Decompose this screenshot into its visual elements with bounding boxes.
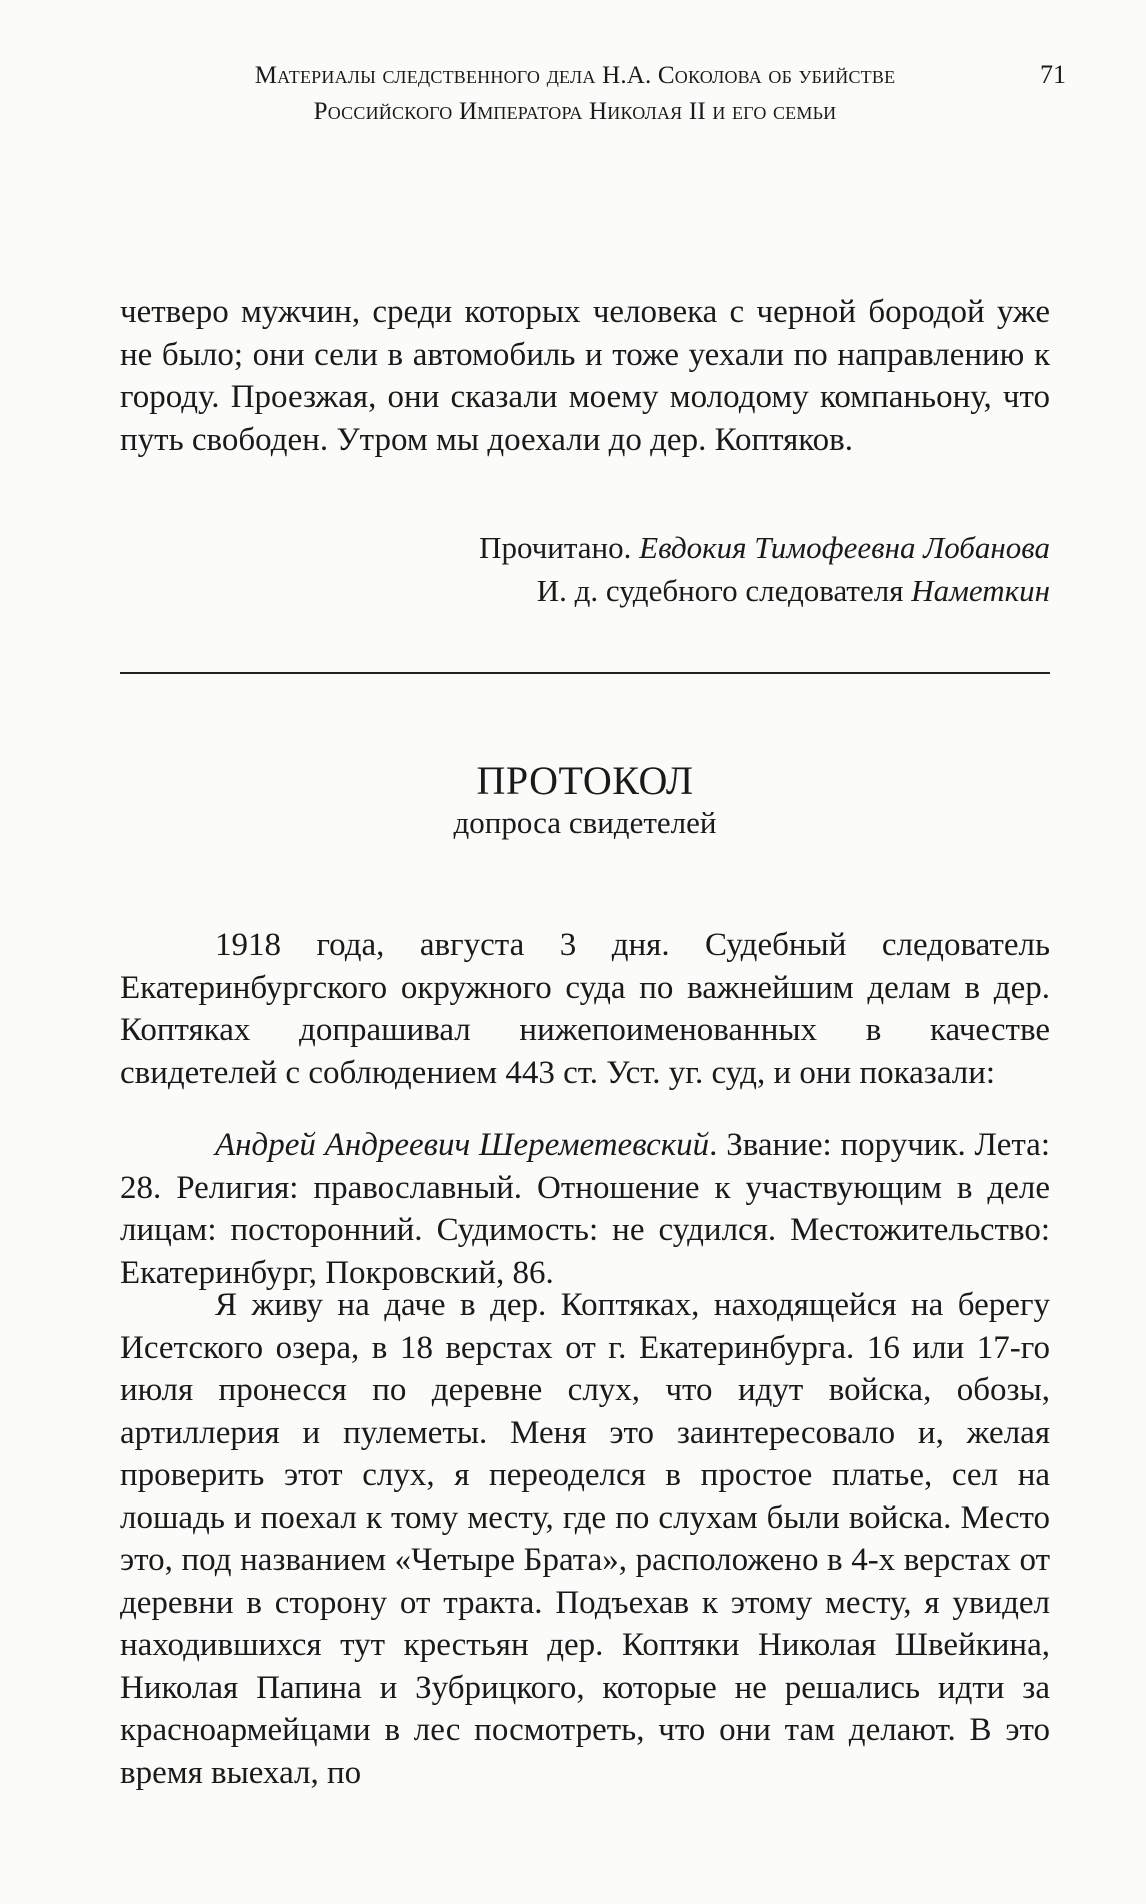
section-divider xyxy=(120,672,1050,674)
running-head-line-1: Материалы следственного дела Н.А. Соколова об убийстве xyxy=(254,62,896,89)
protocol-intro-paragraph: 1918 года, августа 3 дня. Судебный следователь Екатеринбургского окружного суда по важнейшим делам в дер. Коптяках допрашивал нижепоименованных в качестве свидетелей с соблюдением 443 ст. Уст. уг. суд, и они показали: xyxy=(120,927,1050,1091)
witness-testimony-paragraph: Я живу на даче в дер. Коптяках, находящейся на берегу Исетского озера, в 18 верстах от г. Екатеринбурга. 16 или 17-го июля пронесся по деревне слух, что идут войска, обозы, артиллерия и пулеметы. Меня это заинтересовало и, желая проверить этот слух, я переоделся в простое платье, сел на лошадь и поехал к тому месту, где по слухам были войска. Место это, под названием «Четыре Брата», расположено в 4-х верстах от деревни в сторону от тракта. Подъехав к этому месту, я увидел находившихся тут крестьян дер. Коптяки Николая Швейкина, Николая Папина и Зубрицкого, которые не решались идти за красноармейцами в лес посмотреть, что они там делают. В это время выехал, по xyxy=(120,1287,1050,1791)
section-title: ПРОТОКОЛ xyxy=(476,758,694,803)
witness-details-paragraph xyxy=(120,1124,1050,1294)
signature-read-line xyxy=(479,527,1050,569)
running-head-line-2: Российского Императора Николая II и его семьи xyxy=(313,98,837,125)
paragraph-continuation: четверо мужчин, среди которых человека с черной бородой уже не было; они сели в автомобиль и тоже уехали по направлению к городу. Проезжая, они сказали моему молодому компаньону, что путь свободен. Утром мы доехали до дер. Коптяков. xyxy=(120,294,1050,458)
signature-investigator-line xyxy=(537,570,1050,612)
witness-name: Андрей Андреевич Шереметевский xyxy=(215,1127,710,1163)
signature-investigator-label: И. д. судебного следователя xyxy=(536,573,912,608)
page-number: 71 xyxy=(1040,60,1066,89)
running-head xyxy=(150,58,1000,130)
section-subtitle: допроса свидетелей xyxy=(453,805,717,840)
signature-read-label: Прочитано. xyxy=(479,530,640,565)
witness-details: . Звание: поручик. Лета: 28. Религия: православный. Отношение к участвующим в деле лицам: посторонний. Судимость: не судился. Местожительство: Екатеринбург, Покровский, 86. xyxy=(120,1127,1050,1291)
signature-investigator-name: Наметкин xyxy=(911,573,1050,608)
signature-read-name: Евдокия Тимофеевна Лобанова xyxy=(639,530,1050,565)
